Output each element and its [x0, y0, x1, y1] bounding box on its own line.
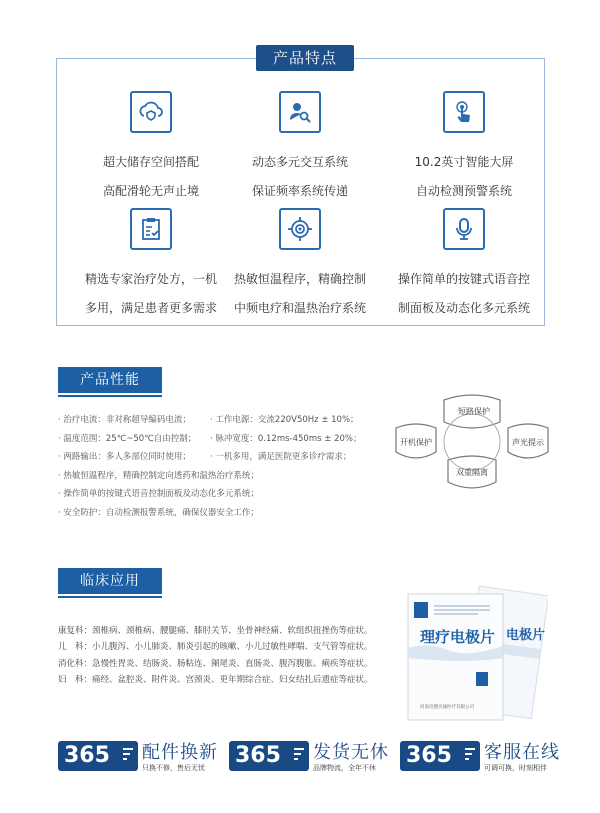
touch-screen-icon [443, 91, 485, 133]
feature-screen [384, 91, 544, 199]
feature-storage [71, 91, 231, 199]
badge-title: 配件换新 [142, 742, 218, 763]
product-package-image [398, 584, 548, 724]
feature-line1: 精选专家治疗处方，一机 [84, 272, 217, 286]
shield-label: 开机保护 [400, 438, 432, 447]
performance-specs [58, 413, 380, 524]
lines-icon [294, 748, 304, 763]
feature-line1: 超大储存空间搭配 [102, 155, 199, 169]
spec-item: · 脉冲宽度：0.12ms-450ms ± 20%； [210, 433, 362, 444]
features-title: 产品特点 [256, 45, 354, 71]
clinical-title: 临床应用 [58, 568, 162, 594]
badge-title: 发货无休 [313, 742, 389, 763]
spec-item: · 工作电源：交流220V50Hz ± 10%； [210, 415, 359, 425]
spec-row: · 操作简单的按键式语音控制面板及动态化多元系统； [58, 489, 259, 499]
badge-number: 365 [58, 741, 138, 771]
spec-row [58, 450, 380, 469]
badge-number: 365 [400, 741, 480, 771]
clinical-row: 消化科：急慢性胃炎、结肠炎、肠粘连、阑尾炎、直肠炎、腹泻腹胀、痢疾等症状。 [58, 658, 373, 669]
user-search-icon [279, 91, 321, 133]
spec-item: · 两路输出：多人多部位同时使用； [58, 452, 191, 462]
feature-interaction [220, 91, 380, 199]
protection-diagram [392, 390, 552, 500]
clinical-list [58, 624, 373, 689]
feature-line2: 高配滑轮无声止境 [102, 184, 199, 198]
feature-line2: 自动检测预警系统 [415, 184, 512, 198]
clinical-row: 妇 科：痛经、盆腔炎、附件炎、宫颈炎、更年期综合症、妇女结扎后遗症等症状。 [58, 674, 373, 685]
spec-item: · 治疗电流：非对称超导编码电流； [58, 415, 191, 425]
spec-item: · 一机多用，满足医院更多诊疗需求； [210, 452, 352, 462]
product-name-back: 电极片 [506, 628, 546, 643]
feature-line1: 10.2英寸智能大屏 [414, 155, 514, 169]
badge-number: 365 [229, 741, 309, 771]
cloud-shield-icon [130, 91, 172, 133]
feature-line2: 保证频率系统传递 [251, 184, 348, 198]
feature-line1: 热敏恒温程序，精确控制 [233, 272, 366, 286]
product-company: 河南迈德贝通医疗有限公司 [420, 705, 474, 710]
spec-row: · 热敏恒温程序，精确控制定向透药和温热治疗系统； [58, 470, 259, 481]
shield-label: 声光提示 [512, 438, 544, 447]
feature-thermal [220, 208, 380, 316]
shield-label: 双重隔离 [456, 468, 488, 477]
badge-subtitle: 品牌物流，全年不休 [313, 764, 376, 772]
clinical-row: 儿 科：小儿腹泻、小儿肺炎、肺炎引起的咳嗽、小儿过敏性哮喘、支气管等症状。 [58, 642, 373, 653]
badge-title: 客服在线 [484, 742, 560, 763]
target-icon [279, 208, 321, 250]
feature-line1: 操作简单的按键式语音控 [397, 272, 530, 286]
clipboard-check-icon [130, 208, 172, 250]
feature-line2: 中频电疗和温热治疗系统 [233, 301, 366, 315]
lines-icon [465, 748, 475, 763]
lines-icon [123, 748, 133, 763]
feature-line1: 动态多元交互系统 [251, 155, 348, 169]
badge-subtitle: 可调可换，时刻相伴 [484, 764, 547, 772]
feature-voice [384, 208, 544, 316]
performance-title: 产品性能 [58, 367, 162, 393]
product-name: 理疗电极片 [420, 628, 496, 646]
feature-line2: 制面板及动态化多元系统 [397, 301, 530, 315]
feature-prescription [71, 208, 231, 316]
spec-row [58, 413, 380, 432]
shield-label: 短路保护 [458, 407, 490, 416]
badge-subtitle: 只换不修，售后无忧 [142, 764, 205, 772]
spec-row: · 安全防护：自动检测报警系统，确保仪器安全工作； [58, 507, 259, 518]
microphone-icon [443, 208, 485, 250]
spec-row [58, 432, 380, 451]
spec-item: · 温度范围：25℃~50℃自由控制； [58, 433, 197, 444]
clinical-row: 康复科：颈椎病、颈椎病、腰腿痛、膝肘关节、坐骨神经痛、软组织扭挫伤等症状。 [58, 626, 373, 636]
feature-line2: 多用，满足患者更多需求 [84, 301, 217, 315]
